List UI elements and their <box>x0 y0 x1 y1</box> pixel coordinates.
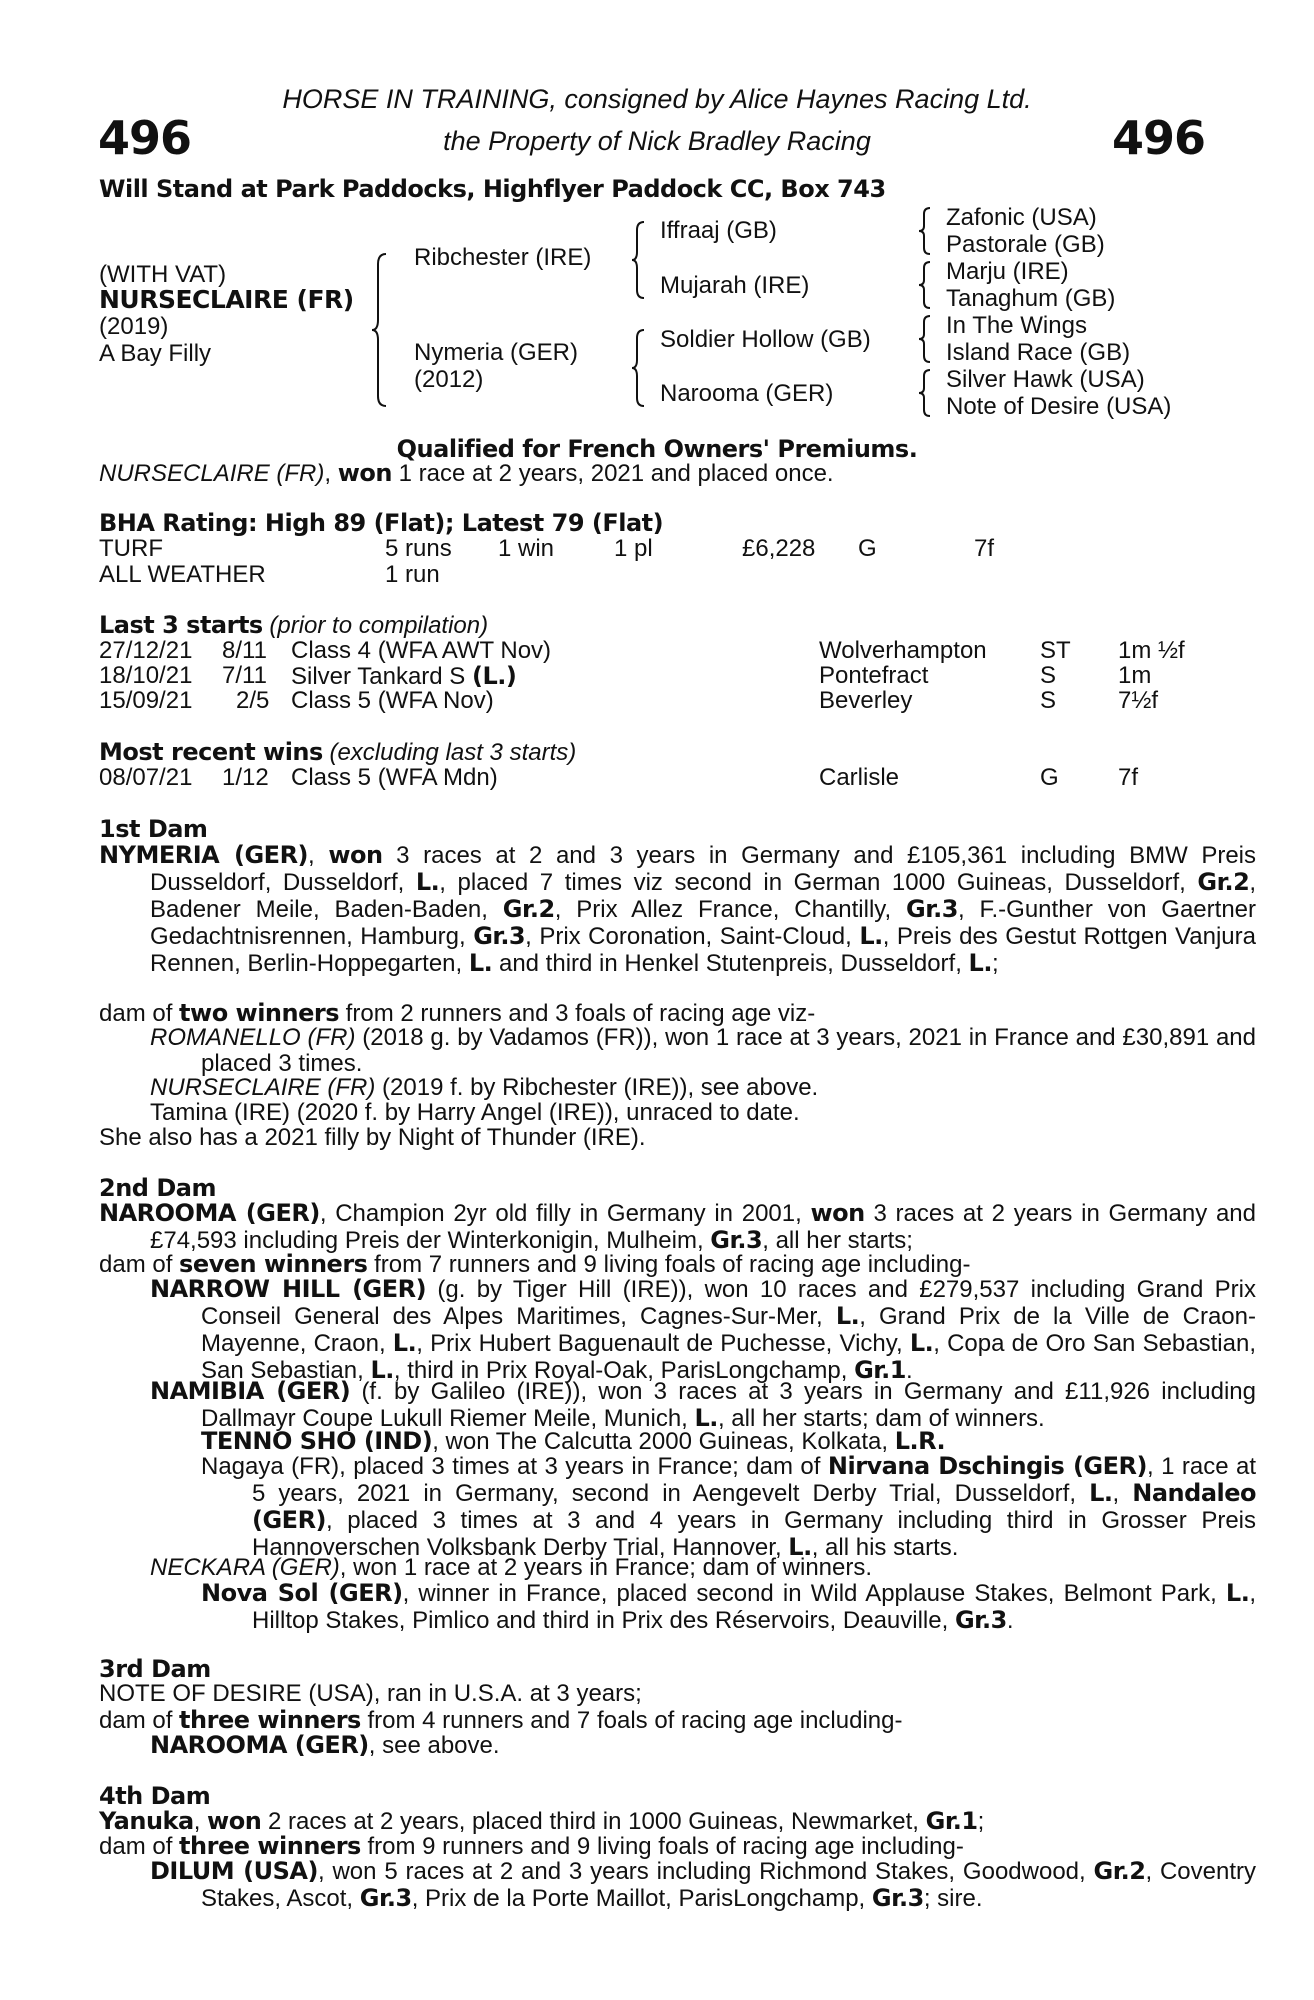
text-run: . <box>1006 1607 1014 1634</box>
text-run: , placed 7 times viz second in German 1000 Guineas, Dusseldorf, <box>439 869 1198 896</box>
start-position: 2/5 <box>236 687 270 714</box>
text-run: NOTE OF DESIRE (USA), ran in U.S.A. at 3 years; <box>99 1680 642 1707</box>
bold-text-run: Gr.1 <box>925 1807 978 1835</box>
dam1-produce-summary <box>99 1000 815 1027</box>
last3-title: Last 3 starts <box>99 611 263 639</box>
win-date: 08/07/21 <box>99 764 193 791</box>
bold-text-run: seven winners <box>179 1250 368 1278</box>
bold-text-run: L. <box>468 949 493 977</box>
text-run: ; <box>991 950 999 977</box>
bold-text-run: NAMIBIA (GER) <box>150 1377 351 1405</box>
dam1-heading: 1st Dam <box>99 815 208 843</box>
stand-location: Will Stand at Park Paddocks, Highflyer Paddock CC, Box 743 <box>99 175 886 203</box>
win-going: G <box>1040 764 1059 791</box>
recent-title: Most recent wins <box>99 738 323 766</box>
dam2-produce-summary <box>99 1251 970 1278</box>
bold-text-run: Nova Sol (GER) <box>201 1579 403 1607</box>
dam2-produce-nagaya <box>201 1453 1256 1561</box>
horse-year: (2019) <box>99 313 169 340</box>
last3-row <box>0 688 1314 714</box>
dam1-record <box>99 842 1256 977</box>
bold-text-run: Gr.2 <box>1197 868 1250 896</box>
text-run: (g. by Tiger Hill (IRE)), won 10 races and £279,537 including Grand Prix Conseil General des Alpes Maritimes, Cagnes-Sur-Mer, <box>201 1276 1256 1330</box>
start-going: S <box>1040 687 1057 714</box>
pedigree-ggp-3: Marju (IRE) <box>946 258 1069 285</box>
start-going: ST <box>1040 637 1071 664</box>
bold-text-run: Yanuka <box>99 1807 194 1835</box>
text-run: dam of <box>99 1707 180 1734</box>
text-run: , Grand Prix de la Ville de Craon-Mayenne, Craon, <box>201 1303 1256 1357</box>
text-run: 2 races at 2 years, placed third in 1000 Guineas, Newmarket, <box>261 1808 926 1835</box>
dam3-produce-narooma <box>150 1732 500 1759</box>
pedigree-ggp-7: Silver Hawk (USA) <box>946 366 1145 393</box>
bold-text-run: TENNO SHO (IND) <box>201 1427 433 1455</box>
bold-text-run: L.R. <box>894 1427 946 1455</box>
bold-text-run: L. <box>968 949 992 977</box>
horse-description: A Bay Filly <box>99 340 212 367</box>
text-run: , Badener Meile, Baden-Baden, <box>150 869 1256 923</box>
lot-number-left: 496 <box>98 111 192 165</box>
vat-note: (WITH VAT) <box>99 261 227 288</box>
text-run: Tamina (IRE) (2020 f. by Harry Angel (IRE)), unraced to date. <box>150 1099 800 1126</box>
start-course: Pontefract <box>819 662 929 689</box>
rating-runs: 5 runs <box>385 535 452 562</box>
bold-text-run: L. <box>415 868 440 896</box>
win-course: Carlisle <box>819 764 900 791</box>
start-distance: 1m <box>1118 662 1152 689</box>
pedigree-brace-sire <box>630 220 648 300</box>
pedigree-ggp-8: Note of Desire (USA) <box>946 393 1172 420</box>
start-position: 7/11 <box>222 662 267 689</box>
bold-text-run: Gr.1 <box>854 1356 906 1384</box>
text-run: , placed 3 times at 3 and 4 years in Germany including third in Grosser Preis Hannoverschen Volksbank Derby Trial, Hannover, <box>252 1507 1256 1561</box>
text-run: , all his starts. <box>811 1534 959 1561</box>
bold-text-run: Gr.3 <box>906 895 958 923</box>
pedigree-dam: Nymeria (GER) <box>414 339 579 366</box>
pedigree-ggp-6: Island Race (GB) <box>946 339 1131 366</box>
text-run: 3 races at 2 years in Germany and £74,593 including Preis der Winterkonigin, Mulheim, <box>150 1200 1256 1254</box>
bold-text-run: DILUM (USA) <box>150 1857 318 1885</box>
pedigree-ggp-1: Zafonic (USA) <box>946 204 1097 231</box>
start-date: 15/09/21 <box>99 687 193 714</box>
text-run: , Prix Hubert Baguenault de Puchesse, Vichy, <box>416 1330 910 1357</box>
italic-text-run: ROMANELLO (FR) <box>150 1024 356 1051</box>
rating-runs: 1 run <box>385 561 440 588</box>
bold-text-run: won <box>810 1199 865 1227</box>
text-run: , won 1 race at 2 years in France; dam of winners. <box>339 1554 873 1581</box>
qualified-note: Qualified for French Owners' Premiums. <box>396 435 918 463</box>
italic-text-run: NURSECLAIRE (FR) <box>150 1074 376 1101</box>
pedigree-granddam-2: Narooma (GER) <box>660 380 834 407</box>
start-date: 18/10/21 <box>99 662 193 689</box>
rating-surface: TURF <box>99 535 163 562</box>
dam1-produce-nurseclaire <box>150 1075 818 1101</box>
summary-text: 1 race at 2 years, 2021 and placed once. <box>391 460 834 487</box>
dam2-heading: 2nd Dam <box>99 1174 216 1202</box>
dam1-produce-tamina <box>150 1100 800 1126</box>
start-date: 27/12/21 <box>99 637 193 664</box>
pedigree-dam-year: (2012) <box>414 366 484 393</box>
pedigree-ggp-2: Pastorale (GB) <box>946 231 1105 258</box>
text-run: . <box>906 1357 913 1384</box>
start-race: Silver Tankard S <box>291 663 472 690</box>
bold-text-run: Gr.3 <box>871 1884 924 1912</box>
lot-number-right: 496 <box>1112 111 1206 165</box>
pedigree-brace-ggp-2 <box>918 260 934 310</box>
text-run: , Prix Coronation, Saint-Cloud, <box>525 923 860 950</box>
text-run: , Champion 2yr old filly in Germany in 2001, <box>319 1200 811 1227</box>
bold-text-run: L. <box>370 1356 394 1384</box>
pedigree-sire: Ribchester (IRE) <box>414 244 592 271</box>
last3-row <box>0 663 1314 689</box>
horse-name: NURSECLAIRE (FR) <box>99 285 354 314</box>
start-distance: 7½f <box>1118 687 1159 714</box>
pedigree-brace-ggp-4 <box>918 368 934 418</box>
dam3-heading: 3rd Dam <box>99 1655 211 1683</box>
win-distance: 7f <box>1118 764 1139 791</box>
text-run: , 1 race at 5 years, 2021 in Germany, second in Aengevelt Derby Trial, Dusseldorf, <box>252 1453 1257 1507</box>
bold-text-run: NAROOMA (GER) <box>99 1199 320 1227</box>
text-run: , all her starts; <box>762 1227 913 1254</box>
bold-text-run: L. <box>392 1329 417 1357</box>
bold-text-run: Gr.3 <box>473 922 526 950</box>
recent-note: (excluding last 3 starts) <box>329 739 577 766</box>
bha-rating-title: BHA Rating: High 89 (Flat); Latest 79 (Flat) <box>99 509 664 537</box>
bold-text-run: NAROOMA (GER) <box>150 1731 369 1759</box>
bold-text-run: L. <box>788 1533 812 1561</box>
text-run: (f. by Galileo (IRE)), won 3 races at 3 years in Germany and £11,926 including Dallmayr Coupe Lukull Riemer Meile, Munich, <box>201 1378 1256 1432</box>
text-run: from 7 runners and 9 living foals of racing age including- <box>367 1251 971 1278</box>
start-distance: 1m ½f <box>1118 637 1185 664</box>
rating-wins: 1 win <box>498 535 555 562</box>
start-race: Class 4 (WFA AWT Nov) <box>291 637 552 664</box>
rating-row-turf <box>0 536 1314 562</box>
start-race-cell <box>291 663 516 690</box>
bold-text-run: L. <box>1089 1479 1113 1507</box>
dam1-produce-romanello <box>150 1025 1256 1077</box>
bold-text-run: L. <box>835 1302 860 1330</box>
rating-going: G <box>858 535 877 562</box>
text-run: (2018 g. by Vadamos (FR)), won 1 race at 3 years, 2021 in France and £30,891 and placed 3 times. <box>201 1024 1257 1077</box>
rating-prize: £6,228 <box>742 535 816 562</box>
last3-note: (prior to compilation) <box>269 612 489 639</box>
rating-row-aw <box>0 562 1314 588</box>
text-run: , won 5 races at 2 and 3 years including Richmond Stakes, Goodwood, <box>317 1858 1094 1885</box>
text-run: , winner in France, placed second in Wild Applause Stakes, Belmont Park, <box>402 1580 1226 1607</box>
bold-text-run: three winners <box>179 1832 361 1860</box>
bold-text-run: won <box>207 1807 262 1835</box>
pedigree-grandsire-1: Iffraaj (GB) <box>660 217 777 244</box>
text-run: dam of <box>99 1833 180 1860</box>
text-run: , won The Calcutta 2000 Guineas, Kolkata, <box>432 1428 895 1455</box>
pedigree-brace-ggp-1 <box>918 206 934 256</box>
text-run: ; <box>977 1808 985 1835</box>
dam2-produce-tenno-sho <box>201 1428 945 1455</box>
text-run: , third in Prix Royal-Oak, ParisLongchamp, <box>393 1357 855 1384</box>
race-summary: NURSECLAIRE (FR), won 1 race at 2 years, 2021 and placed once. <box>99 459 834 487</box>
bold-text-run: Nandaleo (GER) <box>252 1479 1256 1534</box>
italic-text-run: NECKARA (GER) <box>150 1554 340 1581</box>
bold-text-run: L. <box>694 1404 718 1432</box>
text-run: ; sire. <box>923 1885 983 1912</box>
text-run: , Prix de la Porte Maillot, ParisLongchamp, <box>411 1885 872 1912</box>
text-run: , <box>1112 1480 1133 1507</box>
dam4-heading: 4th Dam <box>99 1782 211 1810</box>
text-run: , <box>308 842 329 869</box>
start-race-listed: (L.) <box>471 662 517 690</box>
dam2-produce-neckara <box>150 1555 872 1581</box>
bold-text-run: Gr.3 <box>710 1226 763 1254</box>
dam2-produce-narrow-hill <box>150 1276 1256 1384</box>
pedigree-granddam-1: Mujarah (IRE) <box>660 272 810 299</box>
bold-text-run: L. <box>909 1329 934 1357</box>
pedigree-brace-main <box>370 250 392 410</box>
text-run: dam of <box>99 1000 180 1027</box>
last3-heading <box>99 612 488 639</box>
pedigree-grandsire-2: Soldier Hollow (GB) <box>660 326 871 353</box>
bold-text-run: Gr.3 <box>954 1606 1007 1634</box>
text-run: , Copa de Oro San Sebastian, San Sebastian, <box>201 1330 1256 1384</box>
text-run: from 9 runners and 9 living foals of racing age including- <box>360 1833 964 1860</box>
pedigree-brace-ggp-3 <box>918 314 934 364</box>
text-run: 3 races at 2 and 3 years in Germany and £105,361 including BMW Preis Dusseldorf, Dusseldorf, <box>150 842 1257 896</box>
text-run: , Prix Allez France, Chantilly, <box>554 896 907 923</box>
dam4-produce-summary <box>99 1833 964 1860</box>
start-course: Wolverhampton <box>819 637 987 664</box>
start-race: Class 5 (WFA Nov) <box>291 687 494 714</box>
text-run: , Preis des Gestut Rottgen Vanjura Rennen, Berlin-Hoppegarten, <box>150 923 1256 977</box>
dam1-produce-note <box>99 1125 646 1151</box>
bold-text-run: Gr.2 <box>502 895 555 923</box>
bold-text-run: two winners <box>179 999 340 1027</box>
bold-text-run: won <box>328 841 383 869</box>
pedigree-ggp-5: In The Wings <box>946 312 1087 339</box>
rating-surface: ALL WEATHER <box>99 561 266 588</box>
start-course: Beverley <box>819 687 913 714</box>
bold-text-run: Nirvana Dschingis (GER) <box>827 1452 1147 1480</box>
dam4-record <box>99 1808 984 1835</box>
property-line: the Property of Nick Bradley Racing <box>443 126 871 156</box>
dam4-produce-dilum <box>150 1858 1256 1912</box>
text-run: , Hilltop Stakes, Pimlico and third in Prix des Réservoirs, Deauville, <box>252 1580 1257 1634</box>
last3-row <box>0 638 1314 664</box>
text-run: from 2 runners and 3 foals of racing age viz- <box>339 1000 816 1027</box>
bold-text-run: L. <box>1225 1579 1250 1607</box>
dam2-produce-namibia <box>150 1378 1256 1432</box>
text-run: , see above. <box>368 1732 500 1759</box>
win-race: Class 5 (WFA Mdn) <box>291 764 498 791</box>
text-run: dam of <box>99 1251 180 1278</box>
summary-horse-name: NURSECLAIRE (FR) <box>99 460 325 487</box>
pedigree-ggp-4: Tanaghum (GB) <box>946 285 1116 312</box>
bold-text-run: Gr.2 <box>1093 1857 1146 1885</box>
rating-placed: 1 pl <box>614 535 653 562</box>
text-run: , all her starts; dam of winners. <box>717 1405 1045 1432</box>
bold-text-run: NARROW HILL (GER) <box>150 1275 427 1303</box>
dam3-record <box>99 1681 642 1707</box>
dam2-produce-nova-sol <box>201 1580 1256 1634</box>
consignor-line: HORSE IN TRAINING, consigned by Alice Haynes Racing Ltd. <box>282 84 1032 114</box>
text-run: Nagaya (FR), placed 3 times at 3 years in France; dam of <box>201 1453 828 1480</box>
summary-won: won <box>337 459 392 487</box>
text-run: (2019 f. by Ribchester (IRE)), see above. <box>375 1074 819 1101</box>
text-run: from 4 runners and 7 foals of racing age including- <box>360 1707 903 1734</box>
text-run: , Coventry Stakes, Ascot, <box>201 1858 1256 1912</box>
bold-text-run: NYMERIA (GER) <box>99 841 309 869</box>
recent-wins-heading <box>99 739 576 766</box>
bold-text-run: three winners <box>179 1706 361 1734</box>
recent-win-row <box>0 765 1314 791</box>
text-run: , F.-Gunther von Gaertner Gedachtnisrennen, Hamburg, <box>150 896 1257 950</box>
win-position: 1/12 <box>222 764 269 791</box>
dam3-produce-summary <box>99 1707 902 1734</box>
rating-distance: 7f <box>974 535 995 562</box>
bold-text-run: L. <box>859 922 883 950</box>
text-run: and third in Henkel Stutenpreis, Dusseldorf, <box>492 950 969 977</box>
start-going: S <box>1040 662 1057 689</box>
text-run: , <box>193 1808 208 1835</box>
bold-text-run: Gr.3 <box>359 1884 412 1912</box>
start-position: 8/11 <box>222 637 267 664</box>
pedigree-brace-dam <box>630 328 648 408</box>
text-run: She also has a 2021 filly by Night of Thunder (IRE). <box>99 1124 646 1151</box>
dam2-record <box>99 1200 1256 1254</box>
